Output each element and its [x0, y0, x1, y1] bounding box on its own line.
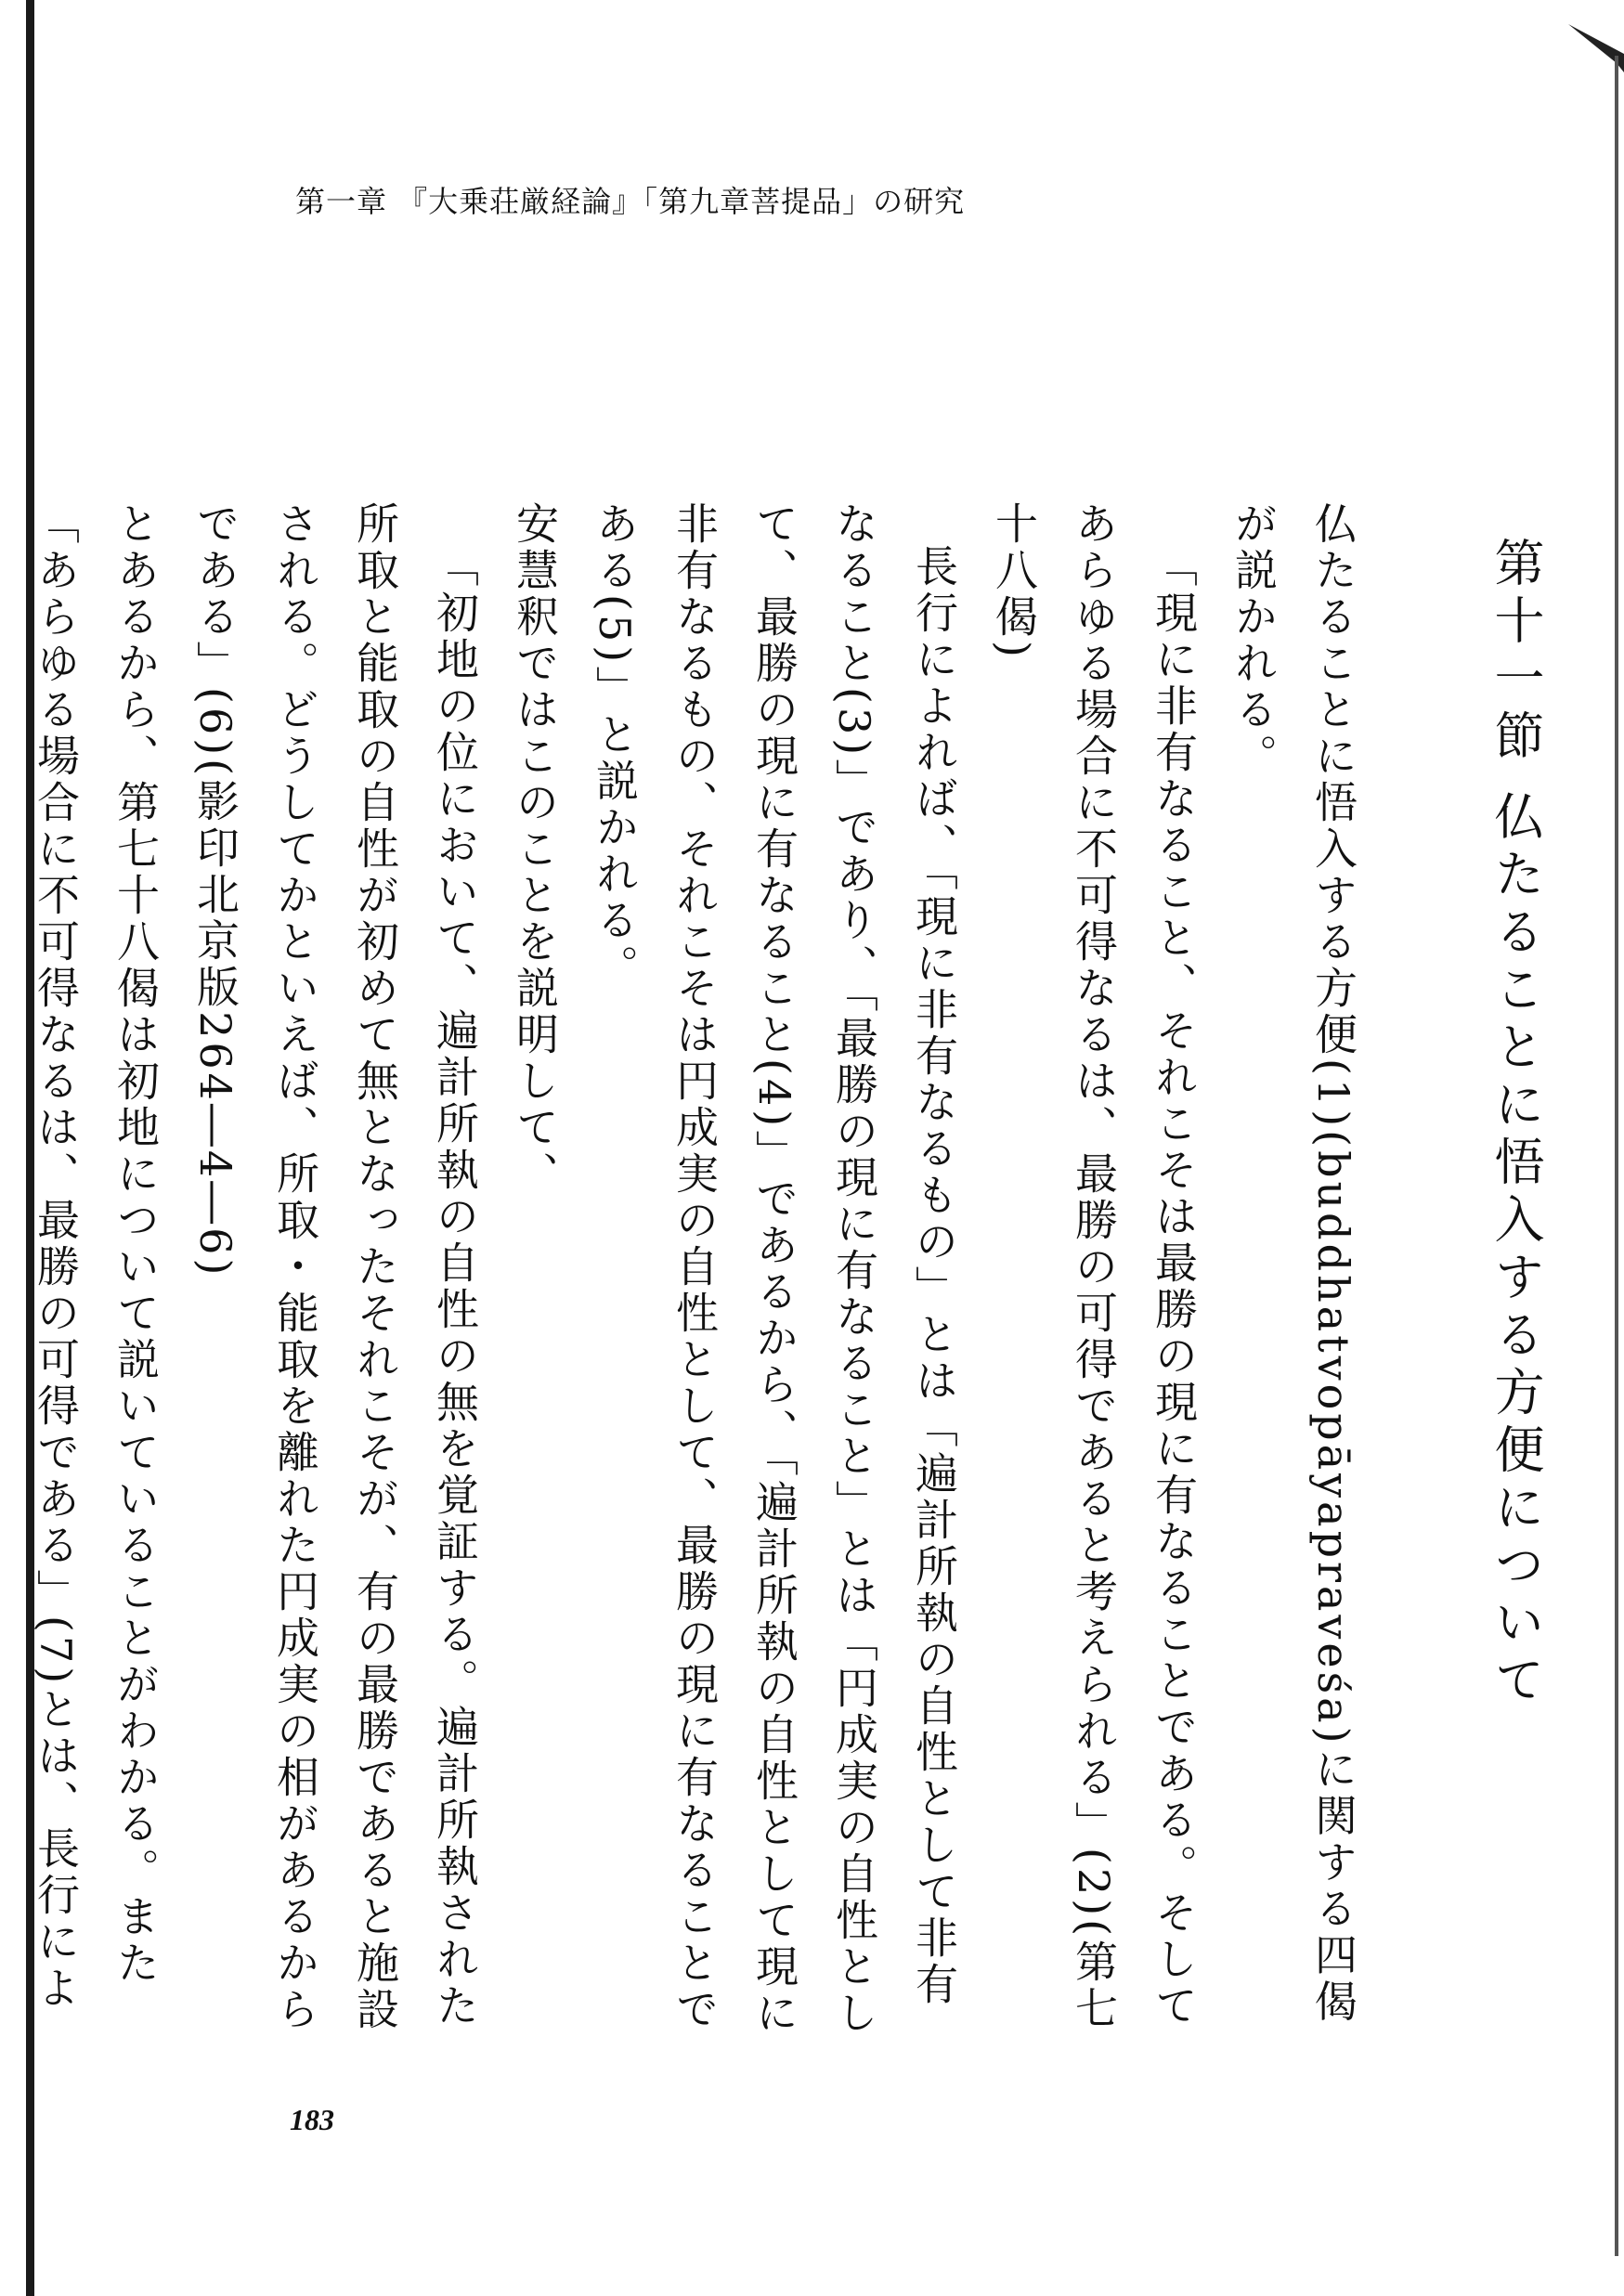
paragraph-4: とあるから、第七十八偈は初地について説いていることがわかる。また「あらゆる場合に不可得なるは、最勝の可得である」(7)とは、長行によ	[31, 501, 161, 2013]
section-title: 第十一節 仏たることに悟入する方便について	[1487, 537, 1545, 1712]
paragraph-2: 長行によれば、「現に非有なるもの」とは「遍計所執の自性として非有なること(3)」であり、「最勝の現に有なること」とは「円成実の自性として、最勝の現に有なること(4)」であるから、「遍計所執の自性として現に非有なるもの、それこそは円成実の自性として、最勝の現に有なることである(5)」と説かれる。	[590, 501, 959, 2038]
quote-verse-78: 「現に非有なること、それこそは最勝の現に有なることである。そしてあらゆる場合に不可得なるは、最勝の可得であると考えられる」(2)(第七十八偈)	[989, 501, 1199, 2033]
running-head: 第一章 『大乗荘厳経論』「第九章菩提品」の研究	[295, 184, 966, 219]
page-body	[31, 501, 1555, 2043]
page-number: 183	[290, 2103, 334, 2136]
paragraph-1: 仏たることに悟入する方便(1)(buddhatvopāyapraveśa)に関する四偈が説かれる。	[1228, 501, 1358, 2026]
scan-edge-right	[1615, 56, 1618, 2256]
quote-commentary: 「初地の位において、遍計所執の自性の無を覚証する。遍計所執された所取と能取の自性が初めて無となったそれこそが、有の最勝であると施設される。どうしてかといえば、所取・能取を離れた円成実の相があるからである」(6)(影印北京版264―4―6)	[190, 501, 480, 2033]
paragraph-3: 安慧釈ではこのことを説明して、	[510, 501, 560, 1198]
